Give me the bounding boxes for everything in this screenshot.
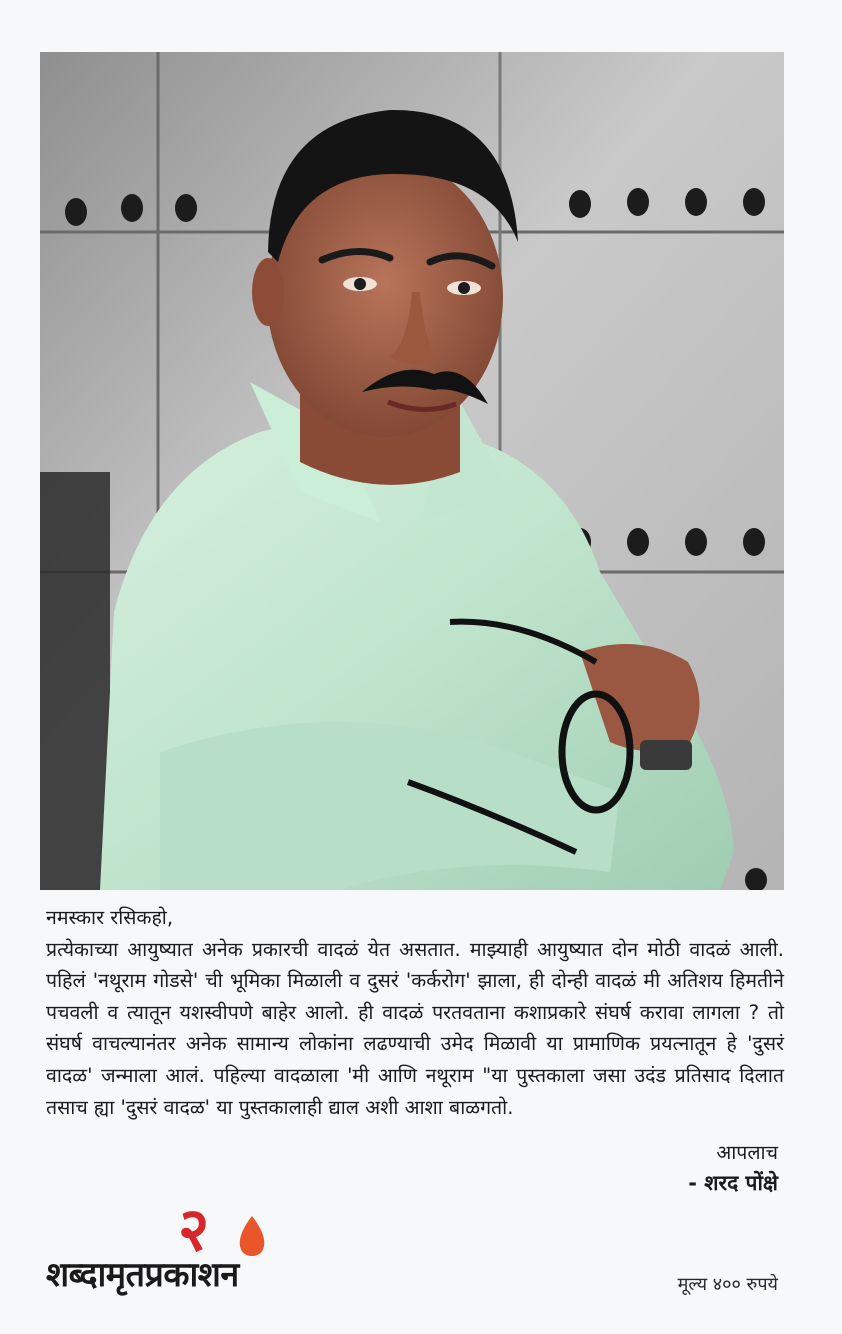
author-signature: - शरद पोंक्षे xyxy=(688,1171,778,1195)
greeting: नमस्कार रसिकहो, xyxy=(46,906,174,929)
svg-text:२: २ xyxy=(178,1196,210,1258)
letter xyxy=(46,902,784,1123)
publisher-name-part2: प्रकाशन xyxy=(144,1255,239,1295)
price: मूल्य ४०० रुपये xyxy=(677,1274,778,1295)
publisher-mark-icon xyxy=(178,1196,296,1258)
author-photo xyxy=(40,52,784,890)
closing: आपलाच xyxy=(716,1141,778,1164)
signoff xyxy=(688,1138,778,1198)
publisher-name-part1: शब्दामृत xyxy=(46,1255,145,1295)
publisher-logo xyxy=(46,1196,346,1300)
letter-body: प्रत्येकाच्या आयुष्यात अनेक प्रकारची वादळं येत असतात. माझ्याही आयुष्यात दोन मोठी वादळं आली. पहिलं 'नथूराम गोडसे' ची भूमिका मिळाली व दुसरं 'कर्करोग' झाला, ही दोन्ही वादळं मी अतिशय हिमतीने पचवली व त्यातून यशस्वीपणे बाहेर आलो. ही वादळं परतवताना कशाप्रकारे संघर्ष करावा लागला ? तो संघर्ष वाचल्यानंतर अनेक सामान्य लोकांना लढण्याची उमेद मिळावी या प्रामाणिक प्रयत्नातून हे 'दुसरं वादळ' जन्माला आलं. पहिल्या वादळाला 'मी आणि नथूराम "या पुस्तकाला जसा उदंड प्रतिसाद दिलात तसाच ह्या 'दुसरं वादळ' या पुस्तकालाही द्याल अशी आशा बाळगतो. xyxy=(46,937,784,1119)
publisher-name xyxy=(46,1250,239,1296)
